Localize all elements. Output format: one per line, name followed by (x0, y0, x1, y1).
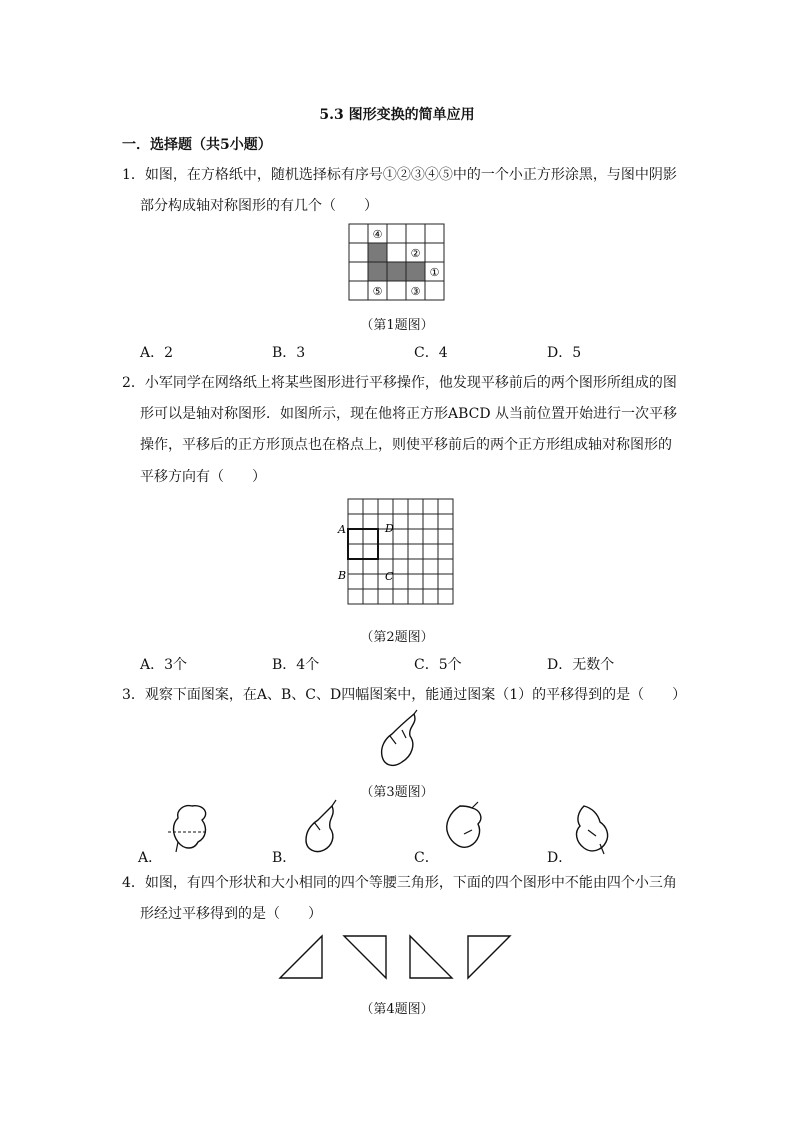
q2-option-a[interactable]: A．3个 (140, 657, 188, 673)
vertex-c-label: C (385, 570, 394, 583)
q1-mark-4: ④ (372, 228, 383, 241)
q2-line3: 操作，平移后的正方形顶点也在格点上，则使平移前后的两个正方形组成轴对称图形的 (140, 437, 672, 453)
vertex-a-label: A (338, 523, 346, 536)
q2-grid-figure (338, 499, 454, 605)
q3-option-b-leaf (298, 800, 358, 856)
triangle-4 (468, 936, 510, 978)
q2-option-c[interactable]: C．5个 (414, 657, 462, 673)
q2-line4: 平移方向有（ ） (140, 469, 266, 485)
q3-option-d[interactable]: D． (547, 850, 573, 866)
q2-caption: （第2题图） (360, 630, 434, 645)
q2-line2: 形可以是轴对称图形．如图所示，现在他将正方形ABCD 从当前位置开始进行一次平移 (140, 406, 678, 422)
q3-caption: （第3题图） (360, 785, 434, 800)
q2-line1: 2．小军同学在网络纸上将某些图形进行平移操作，他发现平移前后的两个图形所组成的图 (122, 375, 677, 391)
q3-option-a[interactable]: A． (138, 850, 163, 866)
page-title: 5.3 图形变换的简单应用 (319, 107, 475, 123)
q1-mark-2: ② (410, 247, 421, 260)
q4-line1: 4．如图，有四个形状和大小相同的四个等腰三角形，下面的四个图形中不能由四个小三角 (122, 875, 677, 891)
triangle-1 (280, 936, 322, 978)
q1-caption: （第1题图） (360, 318, 434, 333)
q1-line1: 1．如图，在方格纸中，随机选择标有序号①②③④⑤中的一个小正方形涂黑，与图中阴影 (122, 167, 677, 183)
q1-line2: 部分构成轴对称图形的有几个（ ） (140, 198, 378, 214)
q1-option-b[interactable]: B．3 (272, 345, 306, 361)
q1-mark-5: ⑤ (372, 285, 383, 298)
triangle-3 (410, 936, 452, 978)
q1-option-a[interactable]: A．2 (140, 345, 174, 361)
q2-option-d[interactable]: D．无数个 (547, 657, 615, 673)
q3-option-b[interactable]: B． (272, 850, 297, 866)
q2-option-b[interactable]: B．4个 (272, 657, 320, 673)
q3-leaf-original (372, 710, 432, 770)
q3-line1: 3．观察下面图案，在A、B、C、D四幅图案中，能通过图案（1）的平移得到的是（ ） (122, 687, 687, 703)
q4-line2: 形经过平移得到的是（ ） (140, 906, 322, 922)
q1-option-c[interactable]: C．4 (414, 345, 448, 361)
q1-mark-3: ③ (410, 285, 421, 298)
vertex-b-label: B (338, 569, 347, 582)
q4-triangles-figure (280, 936, 512, 980)
triangle-2 (344, 936, 386, 978)
q1-mark-1: ① (429, 266, 440, 279)
q3-option-d-leaf (566, 800, 626, 856)
vertex-d-label: D (385, 522, 394, 535)
q1-option-d[interactable]: D．5 (547, 345, 582, 361)
q1-grid-figure (349, 224, 444, 300)
q3-option-c-leaf (438, 800, 498, 856)
q3-option-c[interactable]: C． (414, 850, 439, 866)
q4-caption: （第4题图） (360, 1002, 434, 1017)
q3-option-a-leaf (162, 800, 222, 856)
section-heading: 一．选择题（共5小题） (122, 137, 272, 153)
